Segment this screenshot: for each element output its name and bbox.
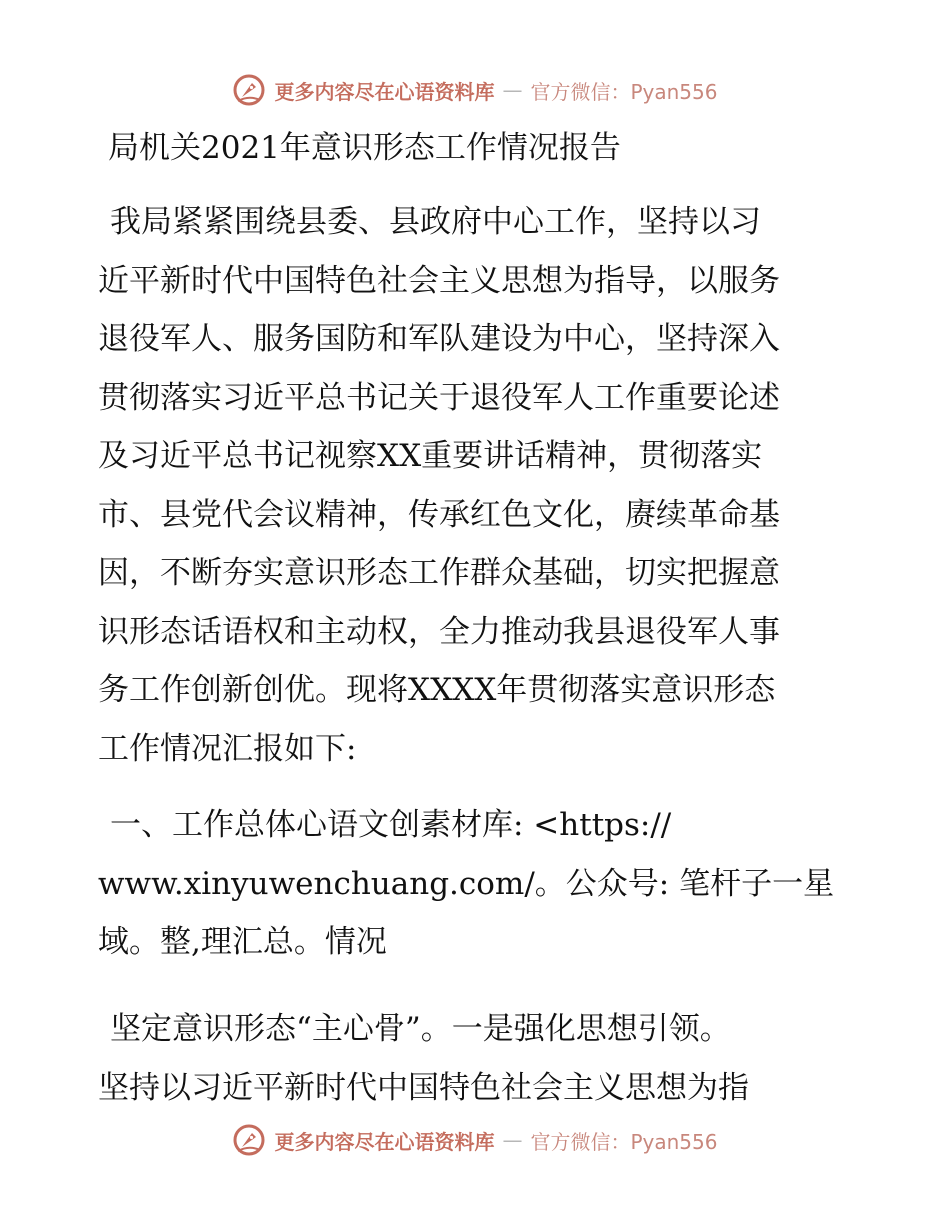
watermark-separator: — xyxy=(502,78,523,102)
text-line: 识形态话语权和主动权，全力推动我县退役军人事 xyxy=(98,613,780,650)
text-line: 一、工作总体心语文创素材库: <https:// xyxy=(110,807,672,843)
text-line: 因，不断夯实意识形态工作群众基础，切实把握意 xyxy=(98,555,780,591)
watermark-separator: — xyxy=(502,1128,523,1152)
pen-nib-circle-icon xyxy=(232,73,266,107)
text-line: 及习近平总书记视察XX重要讲话精神，贯彻落实 xyxy=(98,438,763,474)
paragraph-body xyxy=(98,1000,858,1117)
text-line: www.xinyuwenchuang.com/。公众号: 笔杆子一星 xyxy=(98,865,835,902)
text-line: 我局紧紧围绕县委、县政府中心工作，坚持以习 xyxy=(110,204,761,240)
text-line: 贯彻落实习近平总书记关于退役军人工作重要论述 xyxy=(98,379,780,416)
text-line: 近平新时代中国特色社会主义思想为指导，以服务 xyxy=(98,262,780,299)
pen-nib-circle-icon xyxy=(232,1123,266,1157)
text-line: 工作情况汇报如下: xyxy=(98,730,357,767)
paragraph-intro xyxy=(98,193,858,778)
text-line: 坚定意识形态“主心骨”。一是强化思想引领。 xyxy=(110,1011,731,1047)
text-line: 务工作创新创优。现将XXXX年贯彻落实意识形态 xyxy=(98,672,776,708)
text-line: 域。整,理汇总。情况 xyxy=(98,924,387,960)
watermark-header xyxy=(0,70,950,110)
document-title: 局机关2021年意识形态工作情况报告 xyxy=(108,130,621,166)
text-line: 退役军人、服务国防和军队建设为中心，坚持深入 xyxy=(98,321,780,357)
watermark-contact: 官方微信：Pyan556 xyxy=(530,79,718,104)
text-line: 坚持以习近平新时代中国特色社会主义思想为指 xyxy=(98,1069,749,1106)
watermark-brand: 更多内容尽在心语资料库 xyxy=(274,79,495,104)
text-line: 市、县党代会议精神，传承红色文化，赓续革命基 xyxy=(98,496,780,533)
paragraph-section-heading xyxy=(98,796,858,972)
watermark-footer xyxy=(0,1120,950,1160)
watermark-contact: 官方微信：Pyan556 xyxy=(530,1129,718,1154)
watermark-brand: 更多内容尽在心语资料库 xyxy=(274,1129,495,1154)
